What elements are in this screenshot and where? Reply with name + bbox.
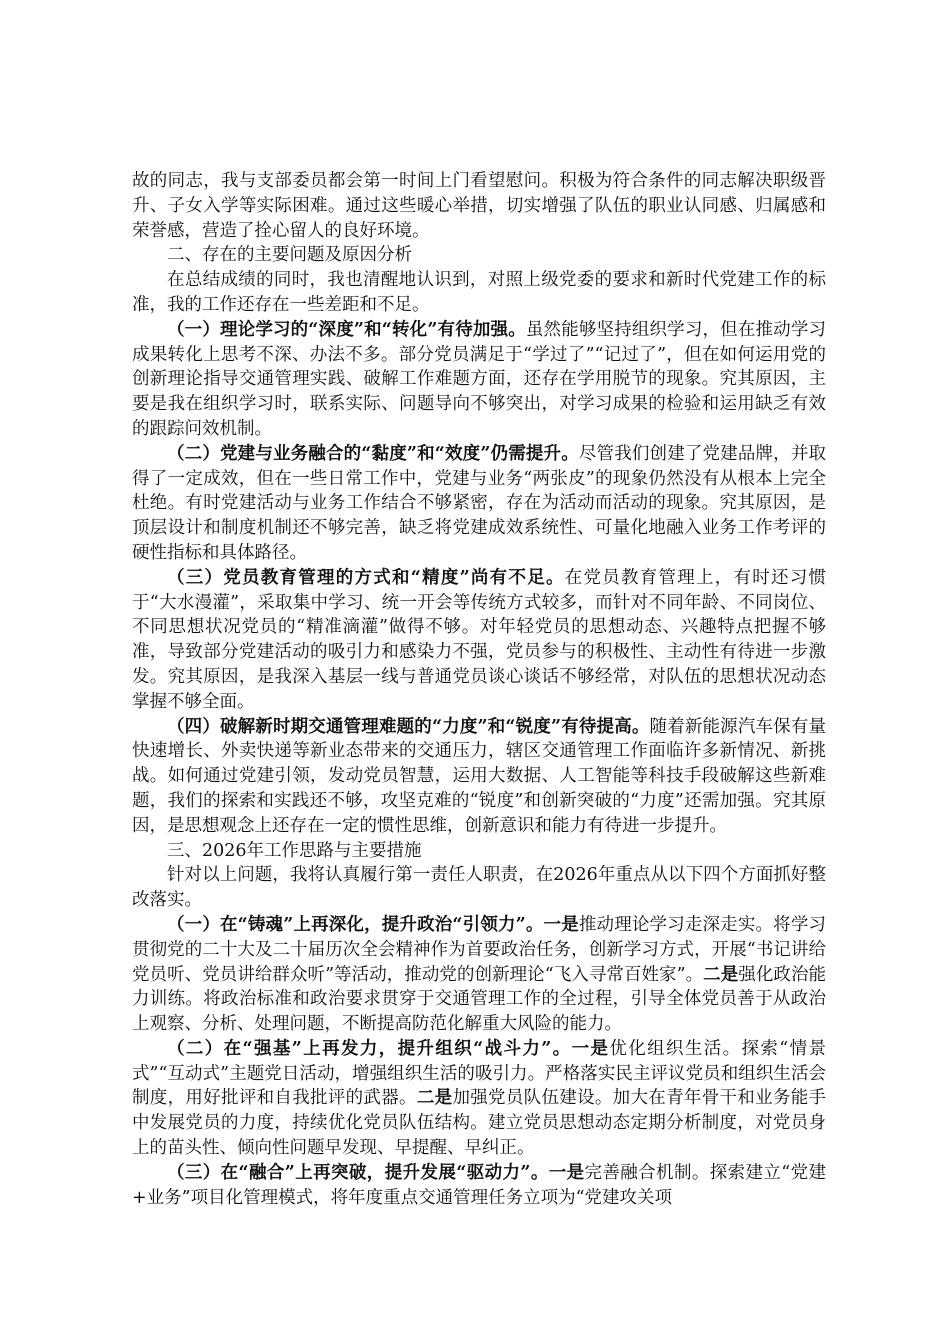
body-paragraph: [132, 318, 826, 442]
paragraph-lead: （一）在“铸魂”上再深化，提升政治“引领力”。: [167, 914, 544, 935]
paragraph-text: 随着新能源汽车保有量快速增长、外卖快递等新业态带来的交通压力，辖区交通管理工作面临许多新情况、新挑战。如何通过党建引领，发动党员智慧，运用大数据、人工智能等科技手段破解这些新难题，我们的探索和实践还不够，攻坚克难的“锐度”和创新突破的“力度”还需加强。究其原因，是思想观念上还存在一定的惯性思维，创新意识和能力有待进一步提升。: [132, 716, 827, 836]
section-heading: 三、2026年工作思路与主要措施: [167, 840, 422, 861]
paragraph-text: 针对以上问题，我将认真履行第一责任人职责，在2026年重点从以下四个方面抓好整改落实。: [132, 865, 826, 911]
body-paragraph: [132, 1161, 826, 1211]
paragraph-text: 强化政治能力训练。将政治标准和政治要求贯穿于交通管理工作的全过程，引导全体党员善于从政治上观察、分析、处理问题，不断提高防范化解重大风险的能力。: [132, 964, 826, 1035]
ordinal-marker: 二是: [416, 1088, 453, 1109]
paragraph-lead: （一）理论学习的“深度”和“转化”有待加强。: [167, 319, 526, 340]
ordinal-marker: 一是: [548, 1162, 585, 1183]
body-paragraph: [132, 268, 826, 318]
ordinal-marker: 一是: [543, 914, 579, 935]
paragraph-lead: （二）党建与业务融合的“黏度”和“效度”仍需提升。: [167, 443, 579, 464]
paragraph-text: 完善融合机制。探索建立“党建+业务”项目化管理模式，将年度重点交通管理任务立项为“党建攻关项: [132, 1162, 827, 1208]
body-paragraph: [132, 863, 826, 913]
paragraph-lead: （二）在“强基”上再发力，提升组织“战斗力”。: [167, 1038, 572, 1059]
ordinal-marker: 二是: [703, 964, 739, 985]
paragraph-text: 在总结成绩的同时，我也清醒地认识到，对照上级党委的要求和新时代党建工作的标准，我的工作还存在一些差距和不足。: [132, 270, 826, 315]
paragraph-text: 优化组织生活。探索“情景式”“互动式”主题党日活动，增强组织生活的吸引力。严格落实民主评议党员和组织生活会制度，用好批评和自我批评的武器。: [132, 1038, 827, 1109]
body-paragraph: [132, 442, 826, 566]
paragraph-text: 故的同志，我与支部委员都会第一时间上门看望慰问。积极为符合条件的同志解决职级晋升、子女入学等实际困难。通过这些暖心举措，切实增强了队伍的职业认同感、归属感和荣誉感，营造了拴心留人的良好环境。: [132, 171, 826, 241]
paragraph-text: 加强党员队伍建设。加大在青年骨干和业务能手中发展党员的力度，持续优化党员队伍结构。建立党员思想动态定期分析制度，对党员身上的苗头性、倾向性问题早发现、早提醒、早纠正。: [132, 1088, 827, 1159]
body-paragraph: [132, 715, 826, 839]
section-heading: 二、存在的主要问题及原因分析: [167, 245, 412, 266]
body-paragraph: [132, 913, 826, 1037]
document-page: [132, 169, 826, 1210]
body-paragraph: [132, 566, 826, 715]
body-paragraph: [132, 169, 826, 243]
body-paragraph: [132, 1037, 826, 1161]
ordinal-marker: 一是: [571, 1038, 610, 1059]
paragraph-lead: （三）在“融合”上再突破，提升发展“驱动力”。: [167, 1162, 549, 1183]
paragraph-text: 在党员教育管理上，有时还习惯于“大水漫灌”，采取集中学习、统一开会等传统方式较多，而针对不同年龄、不同岗位、不同思想状况党员的“精准滴灌”做得不够。对年轻党员的思想动态、兴趣特点把握不够准，导致部分党建活动的吸引力和感染力不强，党员参与的积极性、主动性有待进一步激发。究其原因，是我深入基层一线与普通党员谈心谈话不够经常，对队伍的思想状况动态掌握不够全面。: [132, 567, 826, 712]
paragraph-lead: （三）党员教育管理的方式和“精度”尚有不足。: [167, 567, 565, 588]
paragraph-lead: （四）破解新时期交通管理难题的“力度”和“锐度”有待提高。: [167, 716, 650, 737]
paragraph-text: 虽然能够坚持组织学习，但在推动学习成果转化上思考不深、办法不多。部分党员满足于“学过了”“记过了”，但在如何运用党的创新理论指导交通管理实践、破解工作难题方面，还存在学用脱节的现象。究其原因，主要是我在组织学习时，联系实际、问题导向不够突出，对学习成果的检验和运用缺乏有效的跟踪问效机制。: [132, 319, 826, 439]
paragraph-text: 推动理论学习走深走实。将学习贯彻党的二十大及二十届历次全会精神作为首要政治任务，创新学习方式，开展“书记讲给党员听、党员讲给群众听”等活动，推动党的创新理论“飞入寻常百姓家”。: [132, 914, 827, 985]
paragraph-text: 尽管我们创建了党建品牌，并取得了一定成效，但在一些日常工作中，党建与业务“两张皮”的现象仍然没有从根本上完全杜绝。有时党建活动与业务工作结合不够紧密，存在为活动而活动的现象。究其原因，是顶层设计和制度机制还不够完善，缺乏将党建成效系统性、可量化地融入业务工作考评的硬性指标和具体路径。: [132, 443, 827, 563]
